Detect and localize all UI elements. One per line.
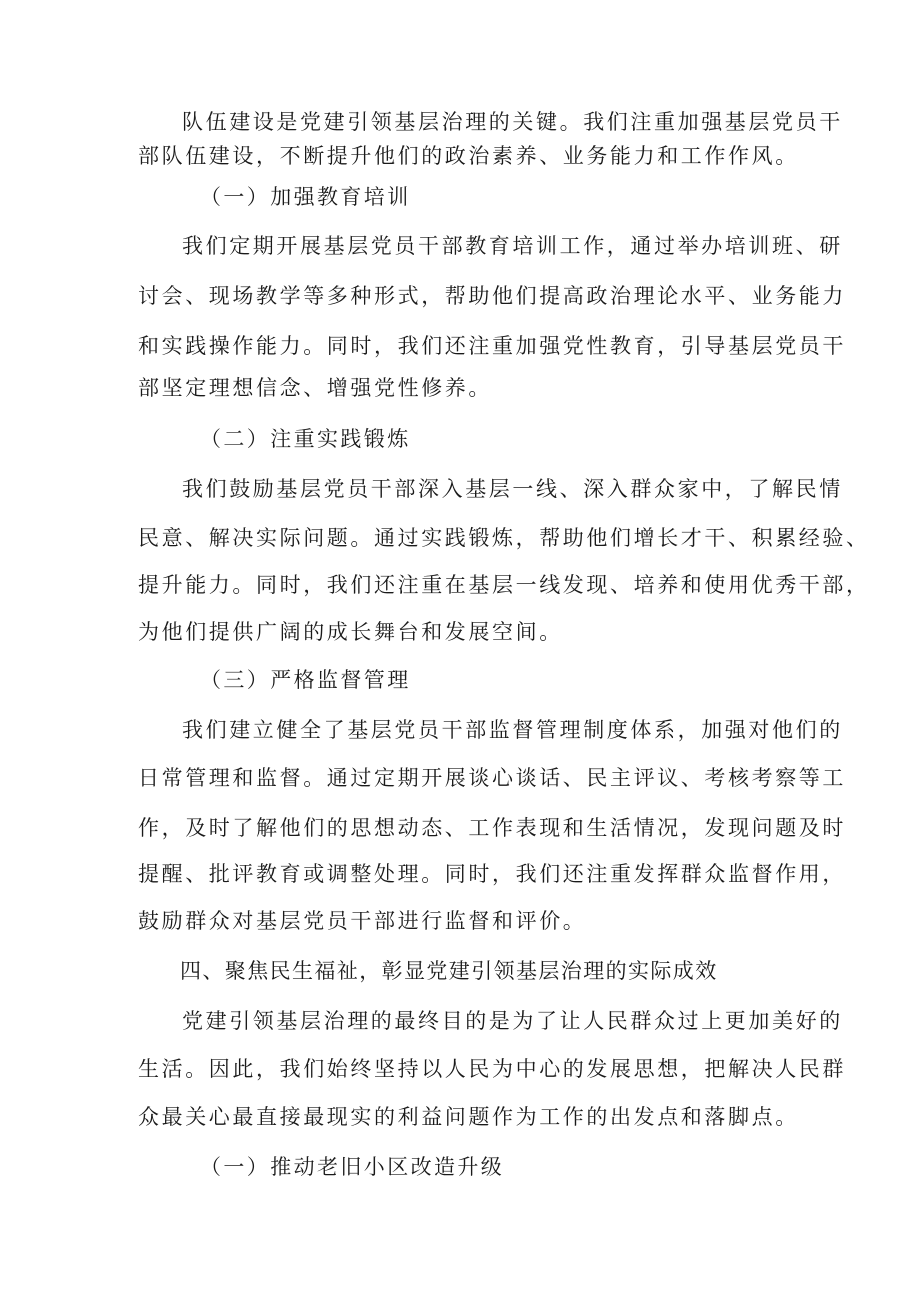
section-heading: （二）注重实践锻炼	[200, 427, 411, 451]
paragraph-line: 民意、解决实际问题。通过实践锻炼，帮助他们增长才干、积累经验、	[138, 526, 870, 550]
section-heading: （一）推动老旧小区改造升级	[200, 1155, 505, 1179]
paragraph-line: 我们建立健全了基层党员干部监督管理制度体系，加强对他们的	[182, 718, 843, 742]
section-heading: （三）严格监督管理	[200, 668, 411, 692]
paragraph-line: 队伍建设是党建引领基层治理的关键。我们注重加强基层党员干	[182, 110, 843, 134]
paragraph-line: 部队伍建设，不断提升他们的政治素养、业务能力和工作作风。	[138, 144, 799, 168]
paragraph-line: 部坚定理想信念、增强党性修养。	[138, 376, 492, 400]
paragraph-line: 我们鼓励基层党员干部深入基层一线、深入群众家中，了解民情	[182, 477, 843, 501]
paragraph-line: 和实践操作能力。同时，我们还注重加强党性教育，引导基层党员干	[138, 334, 846, 358]
paragraph-line: 提升能力。同时，我们还注重在基层一线发现、培养和使用优秀干部，	[138, 573, 870, 597]
paragraph-line: 为他们提供广阔的成长舞台和发展空间。	[138, 620, 563, 644]
paragraph-line: 众最关心最直接最现实的利益问题作为工作的出发点和落脚点。	[138, 1105, 799, 1129]
paragraph-line: 提醒、批评教育或调整处理。同时，我们还注重发挥群众监督作用，	[138, 862, 846, 886]
paragraph-line: 作，及时了解他们的思想动态、工作表现和生活情况，发现问题及时	[138, 816, 846, 840]
paragraph-line: 党建引领基层治理的最终目的是为了让人民群众过上更加美好的	[182, 1009, 843, 1033]
section-heading: （一）加强教育培训	[200, 185, 411, 209]
paragraph-line: 生活。因此，我们始终坚持以人民为中心的发展思想，把解决人民群	[138, 1057, 846, 1081]
paragraph-line: 鼓励群众对基层党员干部进行监督和评价。	[138, 909, 587, 933]
paragraph-line: 我们定期开展基层党员干部教育培训工作，通过举办培训班、研	[182, 234, 843, 258]
paragraph-line: 日常管理和监督。通过定期开展谈心谈话、民主评议、考核考察等工	[138, 766, 846, 790]
chapter-heading: 四、聚焦民生福祉，彰显党建引领基层治理的实际成效	[180, 959, 718, 983]
paragraph-line: 讨会、现场教学等多种形式，帮助他们提高政治理论水平、业务能力	[138, 284, 846, 308]
